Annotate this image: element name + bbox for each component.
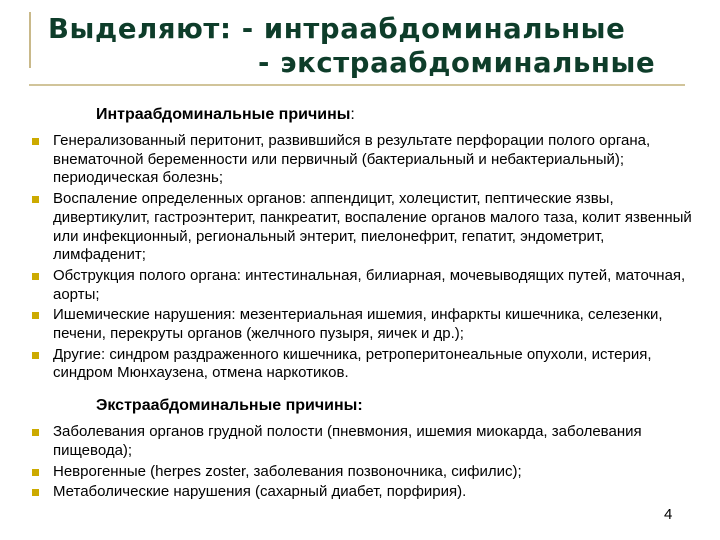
list-item (30, 190, 696, 265)
extra-list (30, 423, 696, 502)
list-item-text: Генерализованный перитонит, развившийся в результате перфорации полого органа, внематочной беременности или первичный (бактериальный и небактериальный); периодическая болезнь; (53, 132, 651, 187)
intra-heading (30, 106, 696, 126)
slide-title (48, 12, 655, 80)
list-item (30, 267, 696, 304)
list-item-text: Неврогенные (herpes zoster, заболевания позвоночника, сифилис); (53, 462, 522, 480)
title-line-1: Выделяют: - интраабдоминальные (48, 13, 626, 45)
list-item (30, 463, 696, 482)
list-item (30, 483, 696, 502)
title-line-2: - экстраабдоминальные (258, 47, 656, 79)
slide-content (30, 100, 696, 504)
intra-heading-colon: : (350, 106, 355, 123)
page-number: 4 (664, 506, 673, 523)
bullet-square-icon (32, 469, 39, 476)
list-item-text: Заболевания органов грудной полости (пневмония, ишемия миокарда, заболевания пищевода); (53, 423, 642, 459)
list-item (30, 423, 696, 460)
list-item (30, 306, 696, 343)
bullet-square-icon (32, 489, 39, 496)
list-item-text: Обструкция полого органа: интестинальная, билиарная, мочевыводящих путей, маточная, аорты; (53, 266, 686, 303)
list-item-text: Ишемические нарушения: мезентериальная ишемия, инфаркты кишечника, селезенки, печени, перекруты органов (желчного пузыря, яичек и др.); (53, 306, 663, 343)
list-item-text: Метаболические нарушения (сахарный диабет, порфирия). (53, 483, 467, 501)
bullet-square-icon (32, 196, 39, 203)
intra-heading-text: Интраабдоминальные причины (96, 106, 351, 123)
bullet-square-icon (32, 138, 39, 145)
bullet-square-icon (32, 312, 39, 319)
decorative-vertical-line (29, 12, 31, 68)
list-item (30, 346, 696, 383)
list-item-text: Другие: синдром раздраженного кишечника, ретроперитонеальные опухоли, истерия, синдром Мюнхаузена, отмена наркотиков. (53, 345, 652, 382)
decorative-horizontal-line (29, 84, 685, 86)
bullet-square-icon (32, 429, 39, 436)
extra-heading: Экстраабдоминальные причины: (96, 397, 363, 415)
list-item (30, 132, 696, 188)
bullet-square-icon (32, 273, 39, 280)
list-item-text: Воспаление определенных органов: аппендицит, холецистит, пептические язвы, дивертикулит, гастроэнтерит, панкреатит, воспаление органов малого таза, колит язвенный или инфекционный, региональный энтерит, пиелонефрит, гепатит, эндометрит, лимфаденит; (53, 190, 692, 264)
intra-list (30, 132, 696, 383)
bullet-square-icon (32, 352, 39, 359)
